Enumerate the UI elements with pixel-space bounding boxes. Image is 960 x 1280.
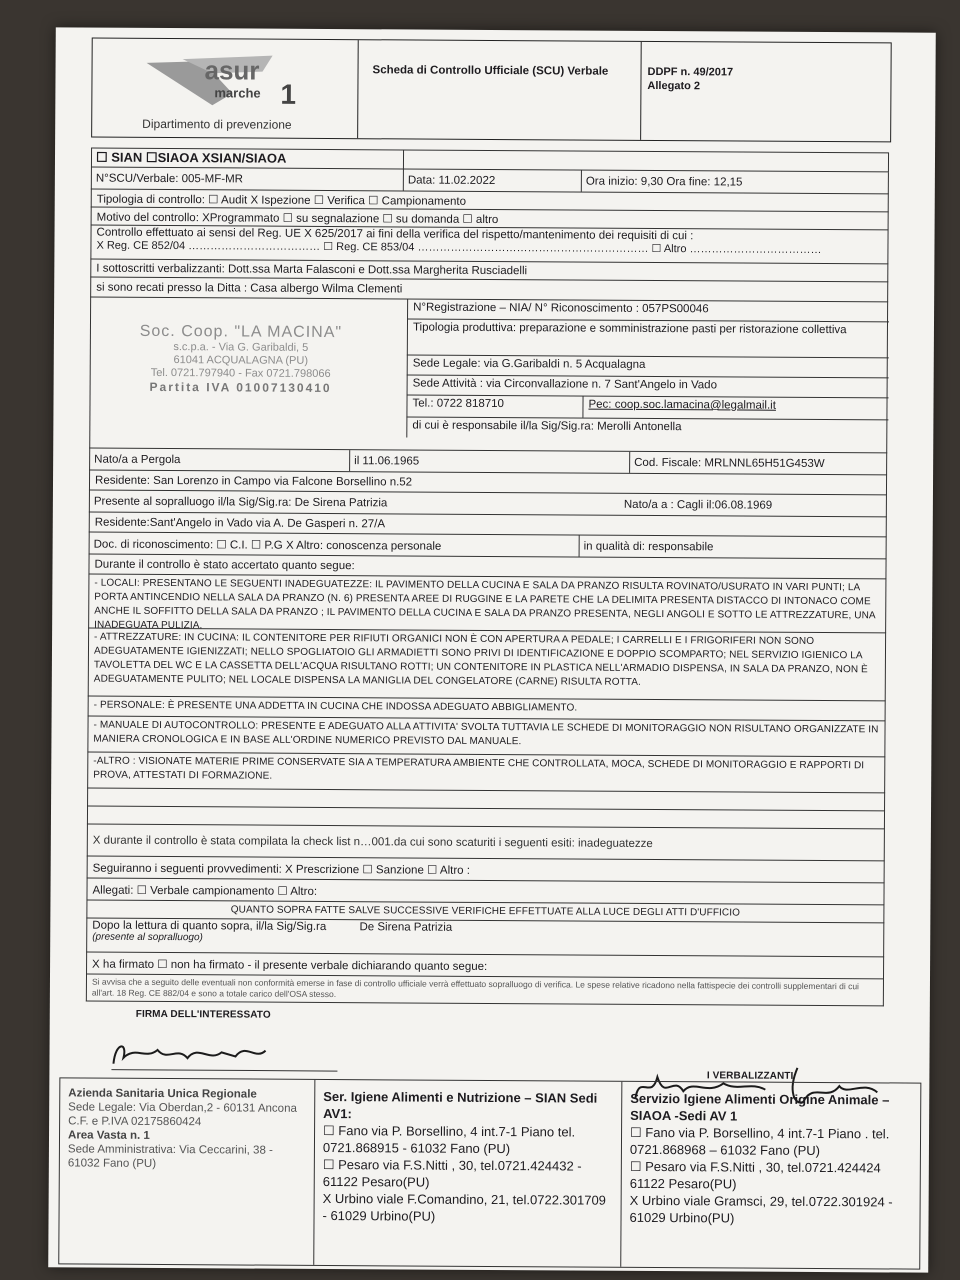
scu-number: N°SCU/Verbale: 005-MF-MR: [92, 168, 404, 191]
nato-luogo: Nato/a a Pergola: [90, 449, 350, 472]
pec-link[interactable]: Pec: coop.soc.lamacina@legalmail.it: [588, 398, 777, 412]
service-options: ☐ SIAN ☐SIAOA XSIAN/SIAOA: [92, 149, 404, 169]
svg-text:1: 1: [280, 78, 297, 110]
registrazione: N°Registrazione – NIA/ N° Riconoscimento : 057PS00046: [407, 299, 889, 322]
tipologia-row: Tipologia di controllo: ☐ Audit X Ispezione ☐ Verifica ☐ Campionamento: [91, 190, 889, 213]
finding-altro: -ALTRO : VISIONATE MATERIE PRIME CONSERVATE SIA A TEMPERATURA AMBIENTE CHE CONTROLLATA, MOCA, SCHEDE DI MONITORAGGIO E RAPPORTI DI PROVA, ATTESTATI DI FORMAZIONE.: [87, 753, 885, 794]
allegato-label: Allegato 2: [647, 79, 701, 93]
checklist-row: X durante il controllo è stata compilata la check list n…001.da cui sono scaturiti i seguenti esiti: inadeguatezze: [87, 825, 885, 862]
ditta-row: si sono recati presso la Ditta : Casa albergo Wilma Clementi: [90, 278, 888, 303]
signature-interessato: [105, 1036, 345, 1073]
finding-manuale: - MANUALE DI AUTOCONTROLLO: PRESENTE E ADEGUATO ALLA ATTIVITA' SVOLTA TUTTAVIA LE SCHEDE DI MONITORAGGIO NON RISULTANO ORGANIZZATE IN MANIERA CRONOLOGICA E IN BASE ALL'ORDINE NUMERICO PREVISTO DAL MANUALE.: [87, 717, 885, 758]
firmato-row: X ha firmato ☐ non ha firmato - il presente verbale dichiarando quanto segue:: [86, 953, 884, 980]
presente-sopralluogo-note: (presente al sopralluogo): [92, 931, 203, 944]
company-block: [89, 298, 888, 454]
dopo-lettura: Dopo la lettura di quanto sopra, il/la Sig/Sig.ra: [92, 919, 327, 933]
asur-logo: [142, 53, 310, 114]
motivo-row: Motivo del controllo: XProgrammato ☐ su segnalazione ☐ su domanda ☐ altro: [91, 208, 889, 231]
tipologia-produttiva: Tipologia produttiva: preparazione e somministrazione pasti per ristorazione collettiva: [407, 319, 889, 358]
control-time: Ora inizio: 9,30 Ora fine: 12,15: [585, 175, 743, 189]
company-stamp: Soc. Coop. "LA MACINA" s.c.p.a. - Via G. Garibaldi, 5 61041 ACQUALAGNA (PU) Tel. 0721.797940 - Fax 0721.798066 Partita IVA 01007130410: [139, 322, 343, 396]
durante-label: Durante il controllo è stato accertato quanto segue:: [88, 555, 886, 580]
documento: Doc. di riconoscimento: ☐ C.I. ☐ P.G X Altro: conoscenza personale: [90, 533, 580, 557]
nota-spese: Si avvisa che a seguito delle eventuali non conformità emerse in fase di controllo ufficiale verrà effettuato sopralluogo di verifica. Le spese relative ricadono nella fattispecie dei controlli supplementari di cui all'art. 18 Reg. CE 882/04 e sono a totale carico dell'OSA stesso.: [86, 975, 884, 1007]
svg-text:asur: asur: [204, 55, 260, 86]
verbalizzanti-label: I VERBALIZZANTI: [706, 1070, 794, 1082]
form-header: [91, 38, 892, 143]
azienda-name: Azienda Sanitaria Unica Regionale: [68, 1087, 257, 1101]
allegati-row: Allegati: ☐ Verbale campionamento ☐ Altro:: [86, 879, 884, 906]
provvedimenti-row: Seguiranno i seguenti provvedimenti: X Prescrizione ☐ Sanzione ☐ Altro :: [87, 857, 885, 884]
controllo-line: Controllo effettuato ai sensi del Reg. UE X 625/2017 ai fini della verifica del rispetto/mantenimento dei requisiti di cui :: [96, 226, 694, 243]
qualita: in qualità di: responsabile: [583, 540, 714, 553]
department-label: Dipartimento di prevenzione: [142, 116, 292, 132]
finding-locali: - LOCALI: PRESENTANO LE SEGUENTI INADEGUATEZZE: IL PAVIMENTO DELLA CUCINA E SALA DA PRANZO RISULTA ROVINATO/USURATO IN VARI PUNTI; LA PORTA ANTINCENDIO NELLA SALA DA PRANZO (N. 6) PRESENTA AREE DI RUGGINE E LA PARETE CHE LA DELIMITA PRESENTA DISTACCO DI INTONACO COME ANCHE IL SOFFITTO DELLA SALA DA PRANZO ; IL PAVIMENTO DELLA CUCINA E SALA DA PRANZO PRESENTA, NEGLI ANGOLI E SOTTO LE ATTREZZATURE, UNA INADEGUATA PULIZIA.: [88, 575, 886, 634]
svg-text:marche: marche: [214, 85, 261, 101]
sede-attivita: Sede Attività : via Circonvallazione n. 7 Sant'Angelo in Vado: [407, 375, 889, 398]
ddpf-label: DDPF n. 49/2017: [647, 65, 734, 79]
telefono: Tel.: 0722 818710: [407, 395, 583, 417]
sian-title: Ser. Igiene Alimenti e Nutrizione – SIAN Sedi AV1:: [323, 1088, 598, 1122]
presente-sopralluogo: Presente al sopralluogo il/la Sig/Sig.ra: De Sirena Patrizia: [93, 495, 388, 509]
nato-data: il 11.06.1965: [350, 450, 630, 473]
form-title: Scheda di Controllo Ufficiale (SCU) Verbale: [372, 64, 609, 78]
residente: Residente: San Lorenzo in Campo via Falcone Borsellino n.52: [89, 471, 887, 496]
responsabile: di cui è responsabile il/la Sig/Sig.ra: Merolli Antonella: [406, 417, 888, 440]
document-page: [48, 27, 936, 1272]
footer-info: Azienda Sanitaria Unica Regionale Sede Legale: Via Oberdan,2 - 60131 Ancona C.F. e P.IVA 02175860424 Area Vasta n. 1 Sede Amministrativa: Via Ceccarini, 38 - 61032 Fano (PU) Ser. Igiene Alimenti e Nutrizione – SIAN Sedi AV1: ☐ Fano via P. Borsellino, 4 int.7-1 Piano tel. 0721.868915 - 61032 Fano (PU) ☐ Pesaro via F.S.Nitti , 30, tel.0721.424432 - 61122 Pesaro(PU) X Urbino viale F.Comandino, 21, tel.0722.301709 - 61029 Urbino(PU) Servizio Igiene Alimenti Origine Animale – SIAOA -Sedi AV 1 ☐ Fano via P. Borsellino, 4 int.7-1 Piano . tel. 0721.868968 – 61032 Fano (PU) ☐ Pesaro via F.S.Nitti , 30, tel.0721.424424 61122 Pesaro(PU) X Urbino viale Gramsci, 29, tel.0722.301924 - 61029 Urbino(PU): [58, 1077, 921, 1269]
quanto-sopra: QUANTO SOPRA FATTE SALVE SUCCESSIVE VERIFICHE EFFETTUATE ALLA LUCE DEGLI ATTI D'UFFICIO: [86, 901, 884, 924]
sede-legale: Sede Legale: via G.Garibaldi n. 5 Acqualagna: [407, 355, 889, 378]
verbalizzanti-row: I sottoscritti verbalizzanti: Dott.ssa Marta Falasconi e Dott.ssa Margherita Rusciadelli: [90, 260, 888, 283]
finding-personale: - PERSONALE: È PRESENTE UNA ADDETTA IN CUCINA CHE INDOSSA ADEGUATO ABBIGLIAMENTO.: [88, 697, 886, 722]
residente-2: Residente:Sant'Angelo in Vado via A. De Gasperi n. 27/A: [89, 513, 887, 538]
presente-nato: Nato/a a : Cagli il:06.08.1969: [623, 498, 773, 512]
control-date: Data: 11.02.2022: [404, 169, 582, 191]
dopo-nome: De Sirena Patrizia: [359, 921, 453, 934]
firma-interessato-label: FIRMA DELL'INTERESSATO: [135, 1008, 271, 1021]
codice-fiscale: Cod. Fiscale: MRLNNL65H51G453W: [634, 456, 825, 470]
reg-line: X Reg. CE 852/04 ……………………………… ☐ Reg. CE 853/04 ……………………………………………………… ☐ Altro ………………………………: [96, 239, 822, 257]
control-form: [86, 148, 889, 1082]
siaoa-title: Servizio Igiene Alimenti Origine Animale – SIAOA -Sedi AV 1: [630, 1090, 890, 1124]
finding-attrezzature: - ATTREZZATURE: IN CUCINA: IL CONTENITORE PER RIFIUTI ORGANICI NON È CON APERTURA A PEDALE; I CARRELLI E I FRIGORIFERI NON SONO ADEGUATAMENTE IGIENIZZATI; NELLO SPOGLIATOIO GLI ARMADIETTI SONO PRIVI DI IDENTIFICAZIONE E DOPPIO SCOMPARTO; NEL SERVIZIO IGIENICO LA TAVOLETTA DEL WC E LA CASSETTA DELL'ACQUA RISULTANO ROTTI; UN CONTENITORE IN PLASTICA NELL'ARMADIO DISPENSA, IN SALA DA PRANZO, NON È ADEGUATAMENTE PULITO; NEL LOCALE DISPENSA LA MANIGLIA DEL CONGELATORE (CARNE) RISULTA ROTTA.: [88, 629, 886, 702]
